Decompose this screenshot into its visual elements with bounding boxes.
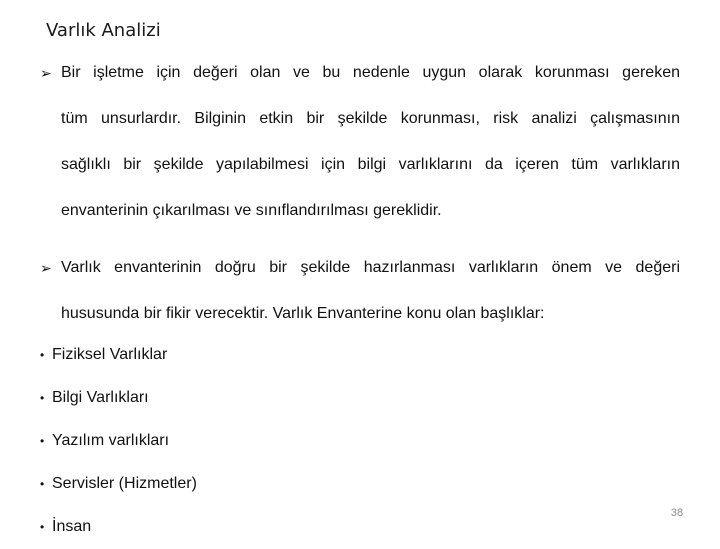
- arrow-bullet-icon: ➢: [40, 65, 52, 81]
- paragraph-1: [40, 50, 680, 234]
- slide-title: Varlık Analizi: [46, 20, 161, 41]
- list-item: [40, 333, 197, 376]
- list-item-label: Yazılım varlıkları: [52, 432, 170, 449]
- bullet-icon: •: [40, 434, 45, 448]
- paragraph-2-line-1: Varlık envanterinin doğru bir şekilde hazırlanması varlıkların önem ve değeri: [61, 259, 680, 276]
- list-item: [40, 419, 197, 462]
- list-item-label: Bilgi Varlıkları: [52, 389, 149, 406]
- paragraph-2-line-2: hususunda bir fikir verecektir. Varlık Envanterine konu olan başlıklar:: [61, 305, 545, 322]
- list-item: [40, 505, 197, 548]
- arrow-bullet-icon: ➢: [40, 260, 52, 276]
- list-item-label: Fiziksel Varlıklar: [52, 346, 168, 363]
- list-item: [40, 462, 197, 505]
- page-number: 38: [670, 507, 684, 519]
- paragraph-1-line-2: tüm unsurlardır. Bilginin etkin bir şekilde korunması, risk analizi çalışmasının: [61, 110, 680, 127]
- list-item-label: Servisler (Hizmetler): [52, 475, 197, 492]
- list-item: [40, 376, 197, 419]
- list-item-label: İnsan: [52, 518, 92, 535]
- bullet-icon: •: [40, 520, 45, 534]
- asset-category-list: [40, 333, 197, 548]
- bullet-icon: •: [40, 348, 45, 362]
- paragraph-1-line-3: sağlıklı bir şekilde yapılabilmesi için bilgi varlıklarını da içeren tüm varlıkların: [61, 156, 680, 173]
- bullet-icon: •: [40, 477, 45, 491]
- paragraph-1-line-4: envanterinin çıkarılması ve sınıflandırılması gereklidir.: [61, 202, 442, 219]
- paragraph-1-line-1: Bir işletme için değeri olan ve bu nedenle uygun olarak korunması gereken: [61, 64, 680, 81]
- bullet-icon: •: [40, 391, 45, 405]
- paragraph-2: [40, 245, 680, 337]
